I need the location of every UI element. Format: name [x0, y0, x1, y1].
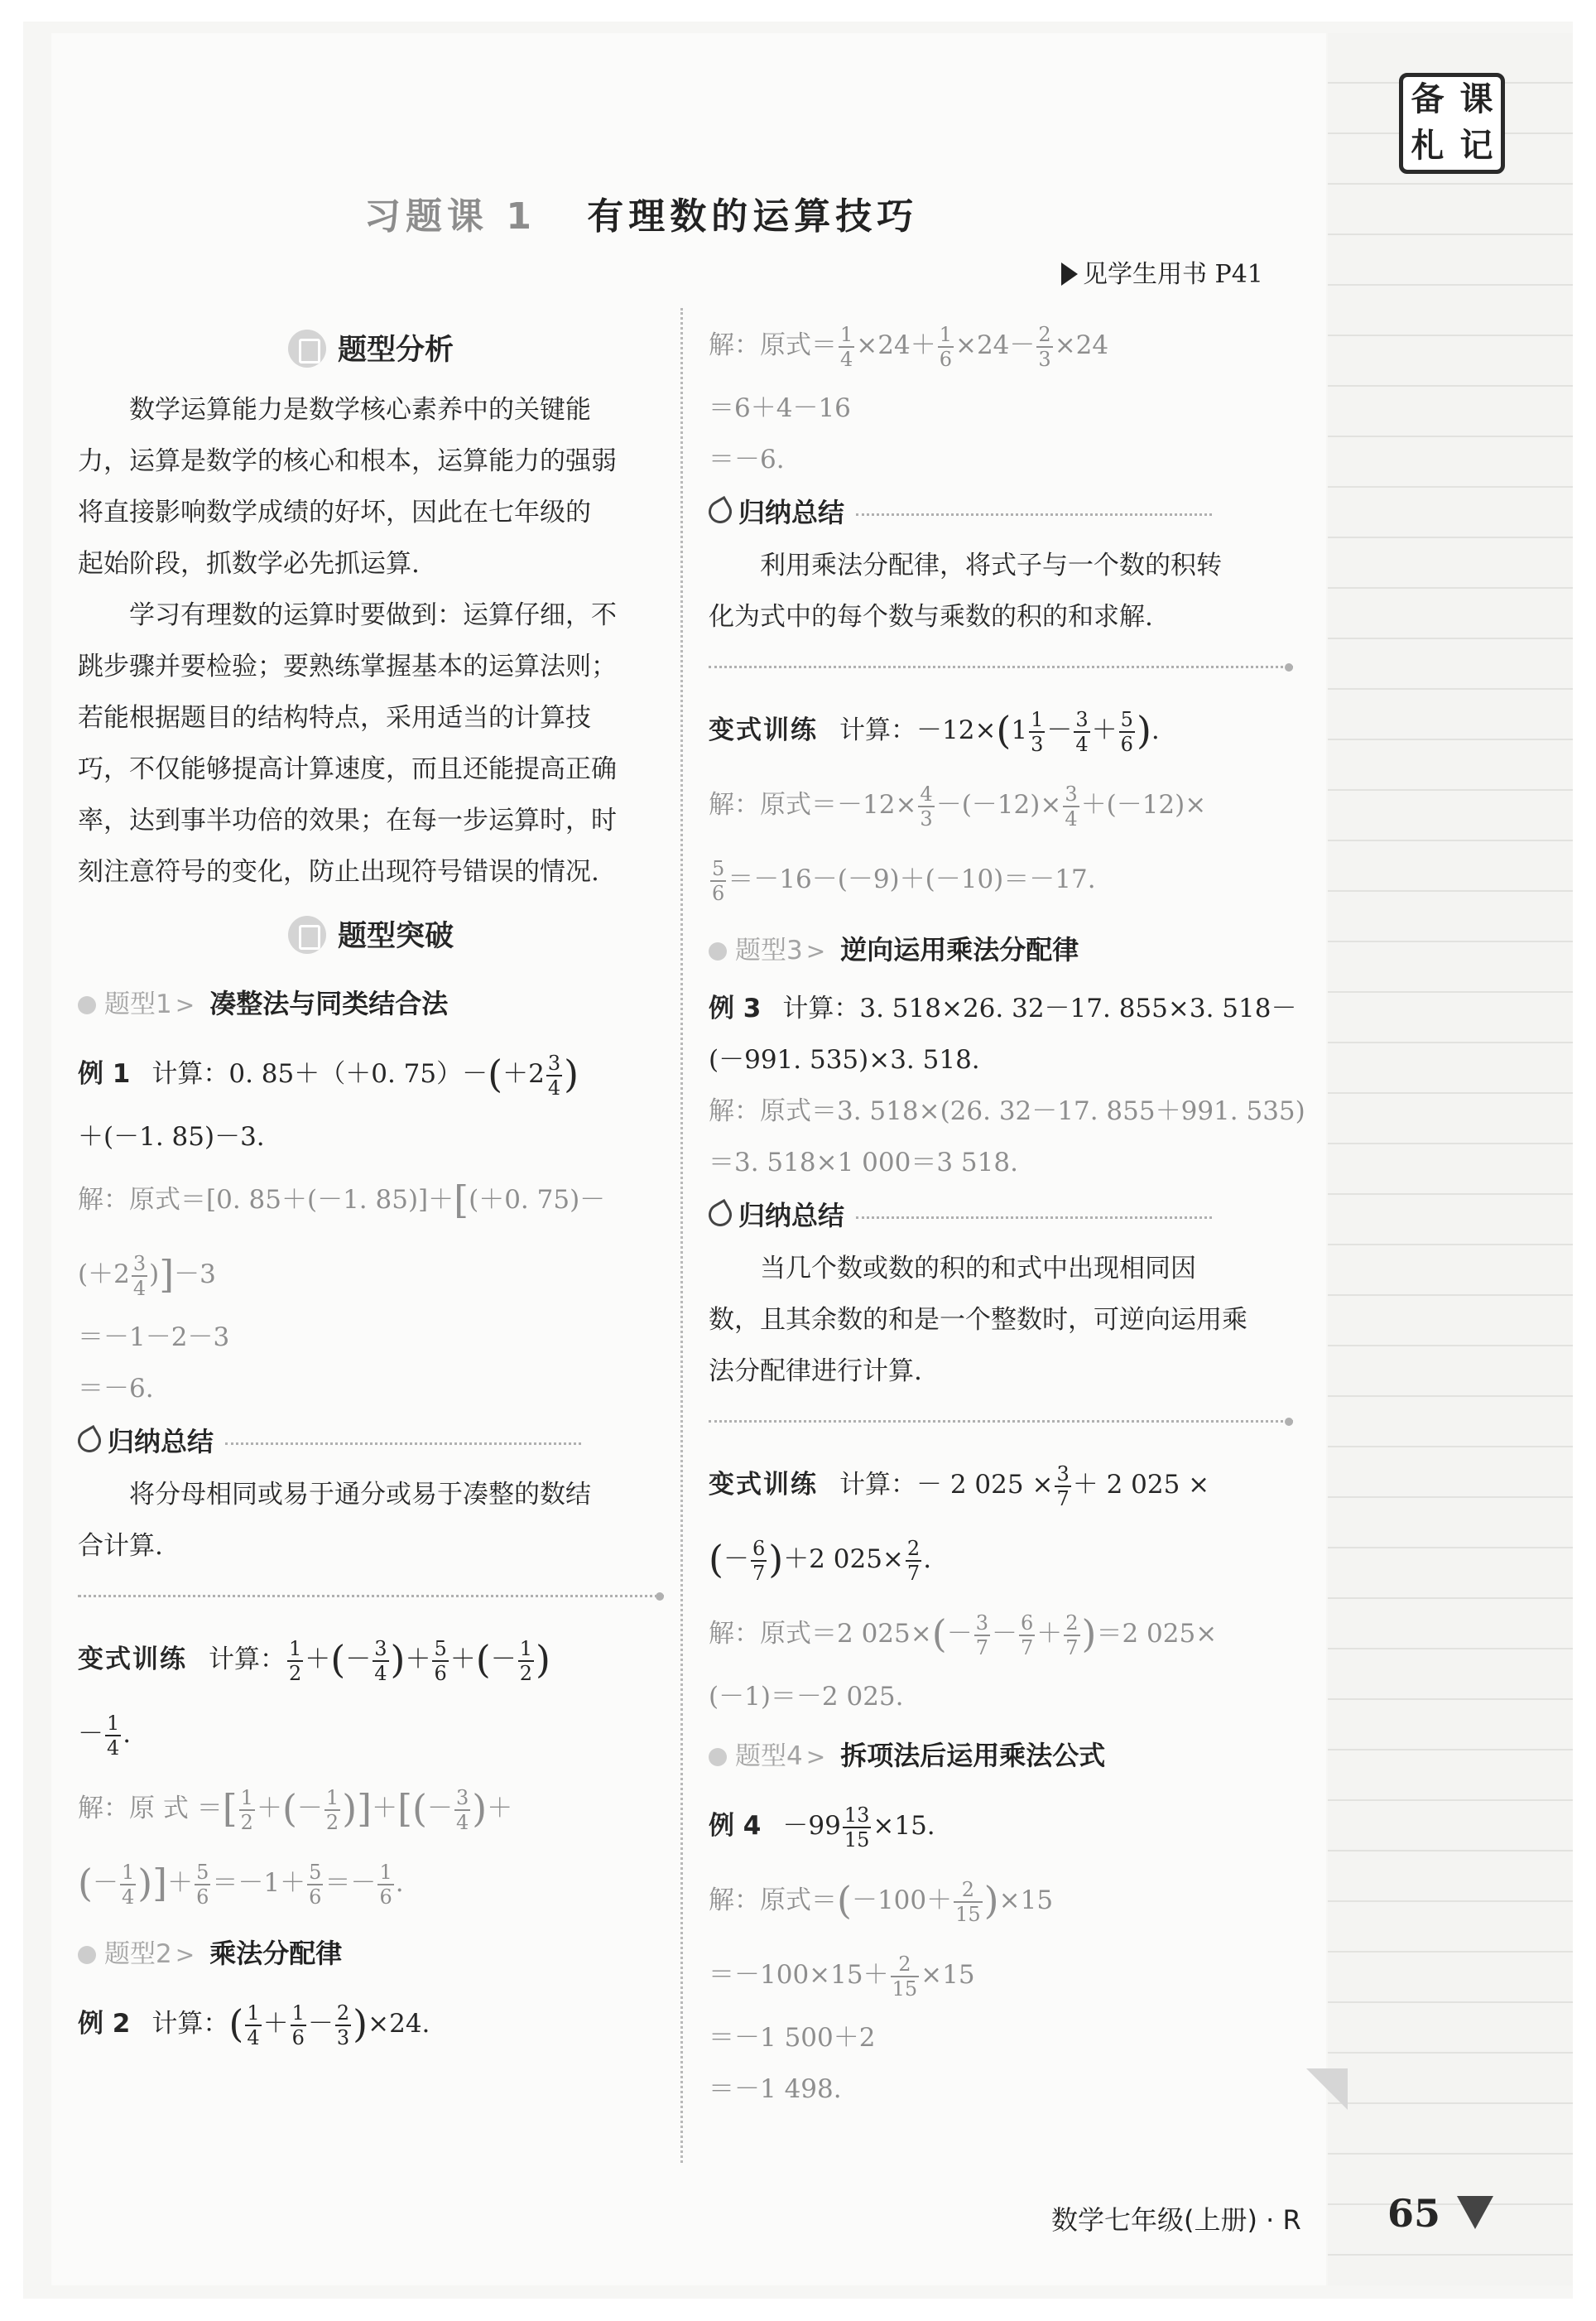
solution-line: ＝－6.: [78, 1374, 154, 1404]
example-4: 例 4 －99 $\frac{13}{15}$ ×15.: [709, 1803, 935, 1852]
solution-line: ＝3. 518×1 000＝3 518.: [709, 1148, 1018, 1177]
text-line: 巧，不仅能够提高计算速度，而且还能提高正确: [78, 754, 617, 784]
chevron-right-icon: >: [805, 937, 826, 965]
pencil-icon: [74, 1425, 105, 1457]
summary-body: 当几个数或数的积的和式中出现相同因 数，且其余数的和是一个整数时，可逆向运用乘 法分配律进行计算.: [709, 1254, 1247, 1386]
solution-line: 解：原式＝－12× $\frac{4}{3}$ －(－12)× $\frac{3}{4}$ ＋(－12)×: [709, 782, 1207, 831]
solution-line: ＝－1 498.: [709, 2074, 842, 2104]
training-label: 变式训练: [709, 1470, 818, 1500]
solution-line: $\frac{5}{6}$ ＝－16－(－9)＋(－10)＝－17.: [712, 856, 1096, 905]
column-divider: [680, 308, 683, 2163]
training-2: 变式训练 计算：－12×(1 $\frac{1}{3}$ － $\frac{3}{4}$ ＋ $\frac{5}{6}$ ).: [709, 707, 1160, 756]
example-3: 例 3 计算：3. 518×26. 32－17. 855×3. 518－: [709, 994, 1297, 1023]
example-text: ＋(－1. 85)－3.: [78, 1122, 265, 1152]
lesson-title: 有理数的运算技巧: [587, 195, 919, 238]
type-title: 凑整法与同类结合法: [209, 988, 449, 1019]
training-1: 变式训练 计算： $\frac{1}{2}$ ＋(－ $\frac{3}{4}$ )＋ $\frac{5}{6}$ ＋(－ $\frac{1}{2}$ ): [78, 1636, 550, 1685]
play-arrow-icon: [1061, 262, 1078, 286]
training-3-solution: [709, 1596, 1293, 1722]
type-title: 逆向运用乘法分配律: [840, 934, 1079, 965]
notes-stamp: [1399, 73, 1505, 174]
text-line: 率，达到事半功倍的效果；在每一步运算时，时: [78, 806, 617, 835]
example-label: 例 4: [709, 1811, 762, 1841]
summary-heading: [78, 1414, 664, 1469]
training-1-cont: － $\frac{1}{4}$ .: [78, 1711, 132, 1760]
reference-text: 见学生用书 P41: [1083, 260, 1263, 289]
solution-4: [709, 1863, 1293, 2115]
text-line: 数学运算能力是数学核心素养中的关键能: [129, 395, 591, 425]
example-label: 例 2: [78, 2009, 131, 2039]
summary-box: [78, 1414, 664, 1597]
section-title: 题型突破: [337, 920, 454, 953]
text-line: 跳步骤并要检验；要熟练掌握基本的运算法则；: [78, 652, 617, 681]
chevron-right-icon: >: [175, 1941, 195, 1968]
training-3: 变式训练 计算：－ 2 025 × $\frac{3}{7}$ ＋ 2 025 ×: [709, 1461, 1210, 1510]
solution-line: 解：原式＝2 025×(－ $\frac{3}{7}$ － $\frac{6}{7}$ ＋ $\frac{2}{7}$ )＝2 025×: [709, 1611, 1218, 1659]
example-label: 例 3: [709, 994, 762, 1023]
section-heading: [78, 903, 664, 970]
lightbulb-icon: [288, 916, 326, 954]
solution-2: [709, 308, 1293, 485]
solution-line: ＝－100×15＋ $\frac{2}{15}$ ×15: [709, 1952, 975, 2001]
training-label: 变式训练: [78, 1644, 187, 1674]
type-label: 题型1: [78, 990, 172, 1019]
summary-heading: [709, 485, 1293, 540]
summary-body: 将分母相同或易于通分或易于凑整的数结 合计算.: [78, 1480, 591, 1561]
stamp-char: 札: [1411, 126, 1445, 165]
section-title: 题型分析: [337, 334, 454, 367]
solution-1: [78, 1163, 664, 1414]
summary-title: 归纳总结: [738, 497, 845, 528]
solution-3: [709, 1086, 1305, 1188]
type-title: 乘法分配律: [209, 1938, 343, 1969]
paragraph: [78, 590, 664, 898]
text-line: 学习有理数的运算时要做到：运算仔细，不: [129, 600, 617, 630]
example-label: 例 1: [78, 1059, 131, 1089]
reference-link: [1061, 253, 1263, 290]
pencil-icon: [704, 1199, 736, 1230]
type-label: 题型4: [709, 1741, 803, 1771]
stamp-char: 备: [1411, 79, 1445, 118]
stamp-char: 记: [1459, 126, 1493, 165]
example-text: 计算：0. 85＋（＋0. 75）－: [151, 1059, 488, 1089]
example-text: ＋2: [502, 1059, 545, 1089]
solution-line: ＝6＋4－16: [709, 393, 851, 423]
example-1-cont: [78, 1111, 664, 1163]
solution-line: ＝－1－2－3: [78, 1322, 230, 1352]
summary-heading: [709, 1188, 1293, 1243]
decorative-corner: [1306, 2068, 1348, 2110]
solution-line: (－1)＝－2 025.: [709, 1682, 904, 1712]
solution-line: (－ $\frac{1}{4}$ )]＋ $\frac{5}{6}$ ＝－1＋ $\frac{5}{6}$ ＝－ $\frac{1}{6}$ .: [78, 1860, 404, 1909]
paragraph: [78, 384, 664, 590]
training-2-solution: [709, 768, 1293, 917]
left-column: [78, 316, 664, 2061]
summary-title: 归纳总结: [738, 1200, 845, 1231]
type-heading: [78, 1920, 664, 1986]
type-label: 题型2: [78, 1939, 172, 1969]
paren: (: [488, 1052, 503, 1096]
type-label: 题型3: [709, 936, 803, 965]
summary-box: [709, 1188, 1293, 1423]
chevron-right-icon: >: [175, 991, 195, 1018]
book-icon: [288, 330, 326, 368]
text-line: 若能根据题目的结构特点，采用适当的计算技: [78, 703, 591, 733]
solution-line: 解：原式＝[0. 85＋(－1. 85)]＋[(＋0. 75)－: [78, 1177, 606, 1222]
type-heading: [78, 970, 664, 1037]
stamp-char: 课: [1459, 79, 1493, 118]
page-title: [364, 186, 918, 239]
example-2: 例 2 计算：( $\frac{1}{4}$ ＋ $\frac{1}{6}$ － $\frac{2}{3}$ )×24.: [78, 2001, 430, 2049]
text-line: 力，运算是数学的核心和根本，运算能力的强弱: [78, 446, 617, 476]
type-title: 拆项法后运用乘法公式: [840, 1740, 1106, 1771]
paren: ): [564, 1052, 579, 1096]
solution-line: 解：原式＝3. 518×(26. 32－17. 855＋991. 535): [709, 1096, 1305, 1126]
summary-box: [709, 485, 1293, 668]
lesson-number: 习题课 1: [364, 195, 536, 238]
solution-line: (＋2 $\frac{3}{4}$ )]－3: [78, 1251, 216, 1300]
section-heading: [78, 316, 664, 384]
fraction: $\frac{3}{4}$: [547, 1051, 561, 1100]
solution-line: ＝－1 500＋2: [709, 2023, 876, 2053]
summary-divider: [709, 643, 1293, 668]
solution-line: ＝－6.: [709, 445, 785, 474]
summary-divider: [78, 1572, 664, 1597]
notes-column: [1328, 33, 1573, 2285]
page-number: 65: [1387, 2191, 1441, 2236]
type-heading: [709, 1722, 1293, 1789]
example-3-cont: (－991. 535)×3. 518.: [709, 1045, 980, 1075]
type-heading: [709, 917, 1293, 983]
text-line: 刻注意符号的变化，防止出现符号错误的情况.: [78, 857, 599, 887]
right-column: [709, 308, 1305, 2115]
text-line: 起始阶段，抓数学必先抓运算.: [78, 549, 420, 579]
chevron-right-icon: >: [805, 1743, 826, 1770]
solution-line: 解：原 式 ＝[ $\frac{1}{2}$ ＋(－ $\frac{1}{2}$ )]＋[(－ $\frac{3}{4}$ )＋: [78, 1785, 513, 1834]
training-3-cont: (－ $\frac{6}{7}$ )＋2 025× $\frac{2}{7}$ .: [709, 1536, 932, 1585]
training-1-solution: [78, 1771, 664, 1920]
text-line: 将直接影响数学成绩的好坏，因此在七年级的: [78, 498, 591, 527]
pencil-icon: [704, 496, 736, 527]
solution-line: 解：原式＝(－100＋ $\frac{2}{15}$ )×15: [709, 1877, 1054, 1926]
training-label: 变式训练: [709, 715, 818, 745]
summary-body: 利用乘法分配律，将式子与一个数的积转 化为式中的每个数与乘数的积的和求解.: [709, 551, 1222, 632]
corner-logo-icon: [1457, 2196, 1493, 2229]
summary-title: 归纳总结: [108, 1426, 214, 1457]
summary-divider: [709, 1397, 1293, 1423]
book-title: 数学七年级(上册) · R: [1051, 2204, 1301, 2236]
example-1: [78, 1037, 664, 1111]
solution-line: 解：原式＝ $\frac{1}{4}$ ×24＋ $\frac{1}{6}$ ×24－ $\frac{2}{3}$ ×24: [709, 322, 1109, 371]
